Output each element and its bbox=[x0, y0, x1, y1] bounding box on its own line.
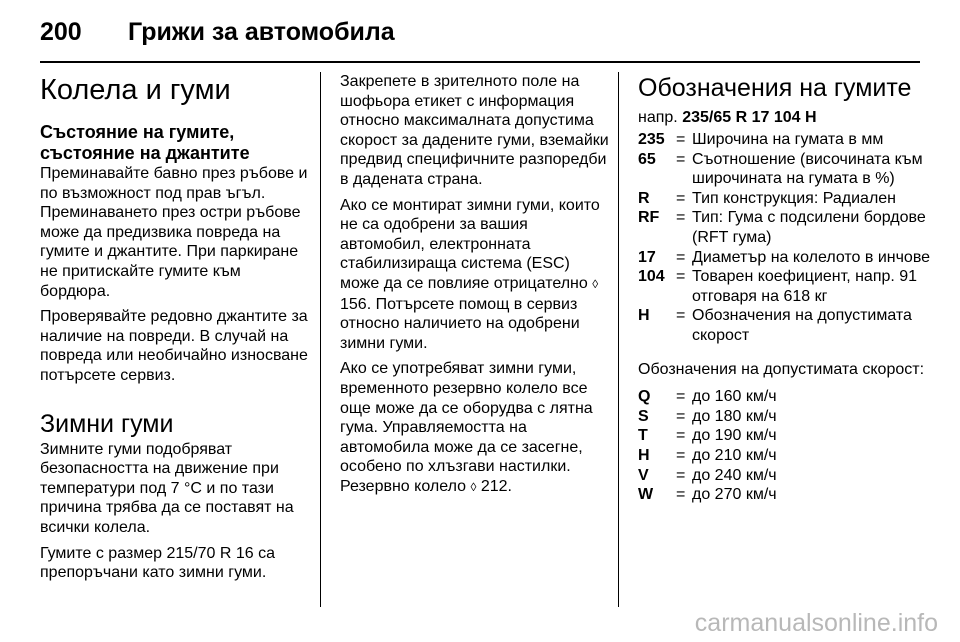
definition-row: H = Обозначения на допустимата скорост bbox=[638, 307, 912, 344]
page-number: 200 bbox=[40, 18, 82, 46]
subsection-title-tire-condition: Състояние на гумите, състояние на джантите bbox=[40, 122, 250, 163]
definition-list bbox=[638, 130, 938, 346]
definition-row: 17 = Диаметър на колелото в инчове bbox=[638, 248, 931, 266]
definition-row: 65 = Съотношение (височината към широчината на гумата в %) bbox=[638, 150, 923, 188]
page-header bbox=[40, 14, 920, 50]
example-code: 235/65 R 17 104 H bbox=[682, 109, 817, 126]
speed-row: T = до 190 км/ч bbox=[638, 427, 777, 445]
section-title: Колела и гуми bbox=[40, 74, 231, 106]
watermark: carmanualsonline.info bbox=[694, 609, 938, 637]
paragraph: Преминавайте бавно през ръбове и по възможност под прав ъгъл. Преминаването през остри ръбове може да предизвика повреда на гумите и джантите. При паркиране не притискайте гумите към бордюра. bbox=[40, 165, 308, 300]
chapter-title: Грижи за автомобила bbox=[128, 18, 395, 46]
page-ref-icon: ◊ bbox=[592, 276, 599, 291]
example-line: напр. 235/65 R 17 104 H bbox=[638, 109, 817, 126]
page-ref-icon: ◊ bbox=[470, 479, 477, 494]
paragraph: Закрепете в зрителното поле на шофьора етикет с информация относно максималната допустима скорост за дадените гуми, вземайки предвид специфичните разпоредби в дадената страна. bbox=[340, 73, 609, 188]
page-ref-link[interactable]: 156 bbox=[340, 295, 367, 313]
speed-list bbox=[638, 387, 938, 505]
speed-row: V = до 240 км/ч bbox=[638, 466, 777, 484]
paragraph: Ако се употребяват зимни гуми, временното резервно колело все още може да се оборудва с лятна гума. Управляемостта на автомобила може да се засегне, особено по хлъзгави настилки. Резервно колело ◊ 212. bbox=[340, 360, 593, 495]
paragraph: Гумите с размер 215/70 R 16 са препоръчани като зимни гуми. bbox=[40, 544, 276, 582]
column-1 bbox=[40, 72, 314, 583]
speed-row: W = до 270 км/ч bbox=[638, 486, 777, 504]
column-2 bbox=[340, 72, 610, 497]
paragraph: Зимните гуми подобряват безопасността на движение при температури под 7 °C и по тази причина трябва да се поставят на всички колела. bbox=[40, 440, 294, 536]
header-rule bbox=[40, 61, 920, 63]
subsection-title-winter-tires: Зимни гуми bbox=[40, 409, 174, 438]
paragraph: Ако се монтират зимни гуми, които не са одобрени за вашия автомобил, електронната стабилизираща система (ESC) може да се повлияе отрицателно ◊ 156. Потърсете помощ в сервиз относно наличието на одобрени зимни гуми. bbox=[340, 196, 600, 352]
column-divider-2 bbox=[618, 72, 619, 607]
speed-row: S = до 180 км/ч bbox=[638, 407, 777, 425]
page-ref-link[interactable]: 212 bbox=[480, 477, 508, 495]
speed-row: Q = до 160 км/ч bbox=[638, 388, 777, 406]
paragraph: Проверявайте редовно джантите за наличие на повреди. В случай на повреда или необичайно износване потърсете сервиз. bbox=[40, 308, 308, 384]
definition-row: R = Тип конструкция: Радиален bbox=[638, 189, 897, 207]
definition-row: RF = Тип: Гума с подсилени бордове (RFT гума) bbox=[638, 209, 926, 246]
speed-intro: Обозначения на допустимата скорост: bbox=[638, 360, 925, 378]
column-divider-1 bbox=[320, 72, 321, 607]
column-3 bbox=[638, 72, 938, 505]
definition-row: 235 = Широчина на гумата в мм bbox=[638, 131, 884, 148]
speed-row: H = до 210 км/ч bbox=[638, 446, 777, 464]
definition-row: 104 = Товарен коефициент, напр. 91 отговаря на 618 кг bbox=[638, 268, 918, 305]
section-title-tire-markings: Обозначения на гумите bbox=[638, 74, 912, 102]
